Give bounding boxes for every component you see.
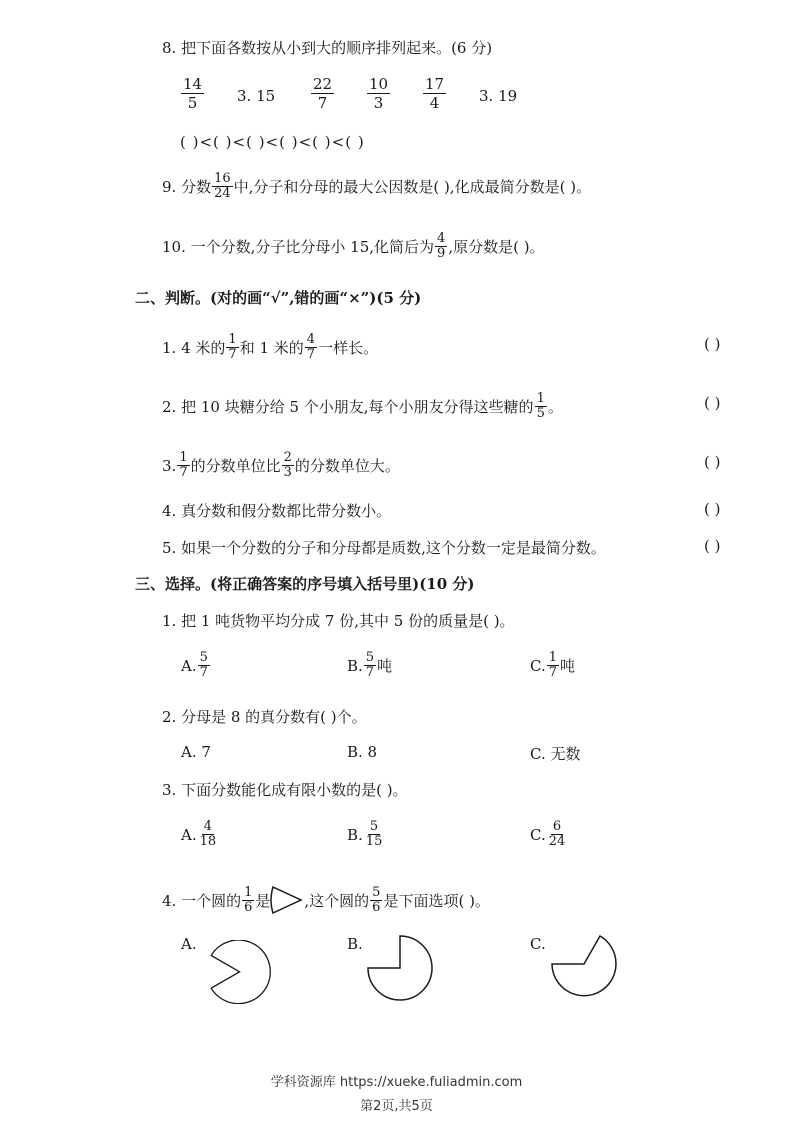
- s3-q1-option-b-fraction-numerator: 5: [365, 650, 375, 665]
- section-2-title: 二、判断。(对的画“√”,错的画“×”)(5 分): [135, 289, 422, 307]
- q9-numerator: 16: [214, 171, 231, 186]
- s3-q1-option-a: [181, 651, 211, 680]
- s3-q3-option-c-fraction-numerator: 6: [552, 819, 562, 834]
- s3-q3-option-a-fraction: [198, 820, 219, 849]
- s3-q1-option-unit: 吨: [377, 657, 393, 675]
- q8-fraction-1-numerator: 14: [183, 75, 203, 93]
- q8-fraction-5-numerator: 17: [425, 75, 445, 93]
- q8-number-6: 3. 19: [479, 87, 518, 105]
- judgement-item-3-text: 的分数单位比: [190, 457, 281, 475]
- judgement-item-1-fraction-1-denominator: 7: [228, 347, 237, 362]
- q8-answer-line: ( )<( )<( )<( )<( )<( ): [180, 133, 365, 151]
- s3-q3-option-c-fraction-denominator: 24: [548, 834, 566, 849]
- q8-fraction-4-numerator: 10: [369, 75, 389, 93]
- judgement-item-3-fraction-3-denominator: 3: [283, 465, 292, 480]
- s3-q4-option-c-label: C.: [530, 935, 546, 953]
- judgement-item-1-fraction-3: [305, 333, 317, 362]
- s3-q3-option-b-fraction: [364, 820, 385, 849]
- q8-fraction-4: [367, 75, 390, 112]
- s3-q1-option-b-fraction-denominator: 7: [365, 665, 375, 680]
- judgement-item-3-fraction-1-denominator: 7: [179, 465, 188, 480]
- judgement-item-1: [162, 333, 378, 362]
- option-a-circle-shape-icon: [200, 940, 280, 1004]
- q8-number-3: [310, 75, 335, 112]
- s3-q2-option-c: C. 无数: [530, 745, 581, 763]
- s3-q4-fraction-2-numerator: 5: [372, 884, 381, 900]
- q8-number-4: [366, 75, 391, 112]
- judgement-item-2-text: 2. 把 10 块糖分给 5 个小朋友,每个小朋友分得这些糖的: [162, 398, 534, 416]
- s3-q4-fraction-1-numerator: 1: [244, 884, 253, 900]
- q9-text-pre: 9. 分数: [162, 178, 212, 196]
- judgement-item-3-text: 的分数单位大。: [294, 457, 400, 475]
- s3-q3-option-a-fraction-denominator: 18: [199, 834, 217, 849]
- q8-fraction-5-denominator: 4: [429, 94, 440, 112]
- s3-q4-fraction-1-denominator: 6: [244, 899, 253, 915]
- s3-q3-option-b: [347, 820, 385, 849]
- judgement-answer-blank-4[interactable]: ( ): [704, 500, 721, 518]
- s3-q1-prompt: 1. 把 1 吨货物平均分成 7 份,其中 5 份的质量是( )。: [162, 612, 515, 630]
- judgement-item-1-text: 一样长。: [318, 339, 379, 357]
- s3-q1-option-c: [530, 651, 575, 680]
- q8-number-5: [422, 75, 447, 112]
- s3-q2-option-a: A. 7: [181, 743, 211, 761]
- s3-q3-option-a-fraction-numerator: 4: [203, 819, 213, 834]
- judgement-item-3-fraction-1-numerator: 1: [179, 450, 188, 465]
- sector-shape-icon: [270, 884, 304, 916]
- judgement-item-4: [162, 500, 391, 521]
- judgement-answer-blank-1[interactable]: ( ): [704, 335, 721, 353]
- option-c-circle-shape-icon: [548, 930, 628, 1002]
- s3-q1-option-b: [347, 651, 392, 680]
- s3-q4-option-a-label: A.: [181, 935, 197, 953]
- s3-q1-option-label: A.: [181, 656, 197, 675]
- q8-fraction-4-denominator: 3: [373, 94, 384, 112]
- judgement-item-4-text: 4. 真分数和假分数都比带分数小。: [162, 502, 392, 520]
- s3-q3-prompt: 3. 下面分数能化成有限小数的是( )。: [162, 781, 408, 799]
- q8-fraction-3-numerator: 22: [313, 75, 333, 93]
- s3-q1-option-a-fraction-denominator: 7: [199, 665, 208, 680]
- judgement-answer-blank-2[interactable]: ( ): [704, 394, 721, 412]
- section-3-title: 三、选择。(将正确答案的序号填入括号里)(10 分): [135, 575, 475, 593]
- footer-page-number: 第2页,共5页: [360, 1099, 433, 1114]
- q8-fraction-5: [423, 75, 446, 112]
- s3-q2-prompt: 2. 分母是 8 的真分数有( )个。: [162, 708, 367, 726]
- judgement-item-1-fraction-1-numerator: 1: [228, 332, 237, 347]
- q8-fraction-1: [181, 75, 204, 112]
- s3-q1-option-a-fraction-numerator: 5: [199, 650, 208, 665]
- q10-text-post: ,原分数是( )。: [448, 238, 545, 256]
- s3-q1-option-a-fraction: [198, 651, 210, 680]
- judgement-answer-blank-3[interactable]: ( ): [704, 453, 721, 471]
- judgement-item-3-fraction-1: [177, 451, 189, 480]
- q10-numerator: 4: [437, 231, 446, 246]
- s3-q1-option-c-fraction-numerator: 1: [548, 650, 557, 665]
- s3-q1-option-b-fraction: [364, 651, 376, 680]
- judgement-item-3: [162, 451, 400, 480]
- s3-q3-option-a: [181, 820, 219, 849]
- s3-q1-option-c-fraction: [547, 651, 559, 680]
- s3-q3-option-label: B.: [347, 825, 363, 844]
- judgement-item-3-text: 3.: [162, 456, 177, 475]
- q8-prompt: 8. 把下面各数按从小到大的顺序排列起来。(6 分): [162, 39, 493, 57]
- s3-q3-option-b-fraction-numerator: 5: [369, 819, 379, 834]
- q9-prompt: [162, 172, 591, 201]
- judgement-item-2: [162, 392, 563, 421]
- judgement-item-3-fraction-3-numerator: 2: [283, 450, 292, 465]
- s3-q4-text-mid2: ,这个圆的: [304, 891, 370, 910]
- q10-denominator: 9: [437, 246, 446, 261]
- s3-q3-option-c: [530, 820, 568, 849]
- s3-q3-option-b-fraction-denominator: 15: [365, 834, 383, 849]
- judgement-item-5: [162, 537, 606, 558]
- judgement-item-3-fraction-3: [282, 451, 294, 480]
- q10-text-pre: 10. 一个分数,分子比分母小 15,化简后为: [162, 238, 435, 256]
- s3-q3-option-label: C.: [530, 825, 546, 844]
- q8-number-1: [180, 75, 205, 112]
- s3-q2-option-b: B. 8: [347, 743, 378, 761]
- s3-q1-option-unit: 吨: [560, 657, 576, 675]
- q9-text-post: 中,分子和分母的最大公因数是( ),化成最简分数是( )。: [233, 178, 592, 196]
- judgement-item-1-text: 和 1 米的: [239, 339, 304, 357]
- q10-prompt: [162, 232, 545, 261]
- s3-q4-fraction-2-denominator: 6: [372, 899, 381, 915]
- s3-q4-text-post: 是下面选项( )。: [383, 891, 490, 910]
- q8-number-2: 3. 15: [237, 87, 276, 105]
- judgement-item-5-text: 5. 如果一个分数的分子和分母都是质数,这个分数一定是最简分数。: [162, 539, 606, 557]
- s3-q4-option-b-label: B.: [347, 935, 363, 953]
- s3-q4-text-pre: 4. 一个圆的: [162, 891, 242, 910]
- s3-q1-option-c-fraction-denominator: 7: [548, 665, 557, 680]
- s3-q3-option-c-fraction: [547, 820, 568, 849]
- s3-q3-option-label: A.: [181, 825, 197, 844]
- judgement-item-2-fraction-1: [535, 392, 547, 421]
- q8-fraction-1-denominator: 5: [187, 94, 198, 112]
- q8-fraction-3-denominator: 7: [317, 94, 328, 112]
- judgement-item-2-fraction-1-denominator: 5: [536, 406, 545, 421]
- option-b-circle-shape-icon: [362, 930, 442, 1002]
- q9-fraction: [212, 172, 233, 201]
- judgement-item-2-text: 。: [547, 398, 563, 416]
- q8-fraction-3: [311, 75, 334, 112]
- judgement-answer-blank-5[interactable]: ( ): [704, 537, 721, 555]
- s3-q4-prompt: [162, 884, 490, 916]
- footer-site: 学科资源库 https://xueke.fuliadmin.com: [270, 1075, 523, 1090]
- s3-q4-fraction-1: [242, 886, 254, 915]
- q9-denominator: 24: [214, 186, 231, 201]
- q10-fraction: [435, 232, 447, 261]
- judgement-item-2-fraction-1-numerator: 1: [536, 391, 545, 406]
- judgement-item-1-fraction-3-numerator: 4: [306, 332, 316, 347]
- judgement-item-1-text: 1. 4 米的: [162, 339, 226, 357]
- s3-q4-fraction-2: [370, 886, 382, 915]
- judgement-item-1-fraction-1: [226, 333, 238, 362]
- s3-q1-option-label: B.: [347, 656, 363, 675]
- s3-q1-option-label: C.: [530, 656, 546, 675]
- judgement-item-1-fraction-3-denominator: 7: [306, 347, 316, 362]
- s3-q4-text-mid: 是: [255, 891, 271, 910]
